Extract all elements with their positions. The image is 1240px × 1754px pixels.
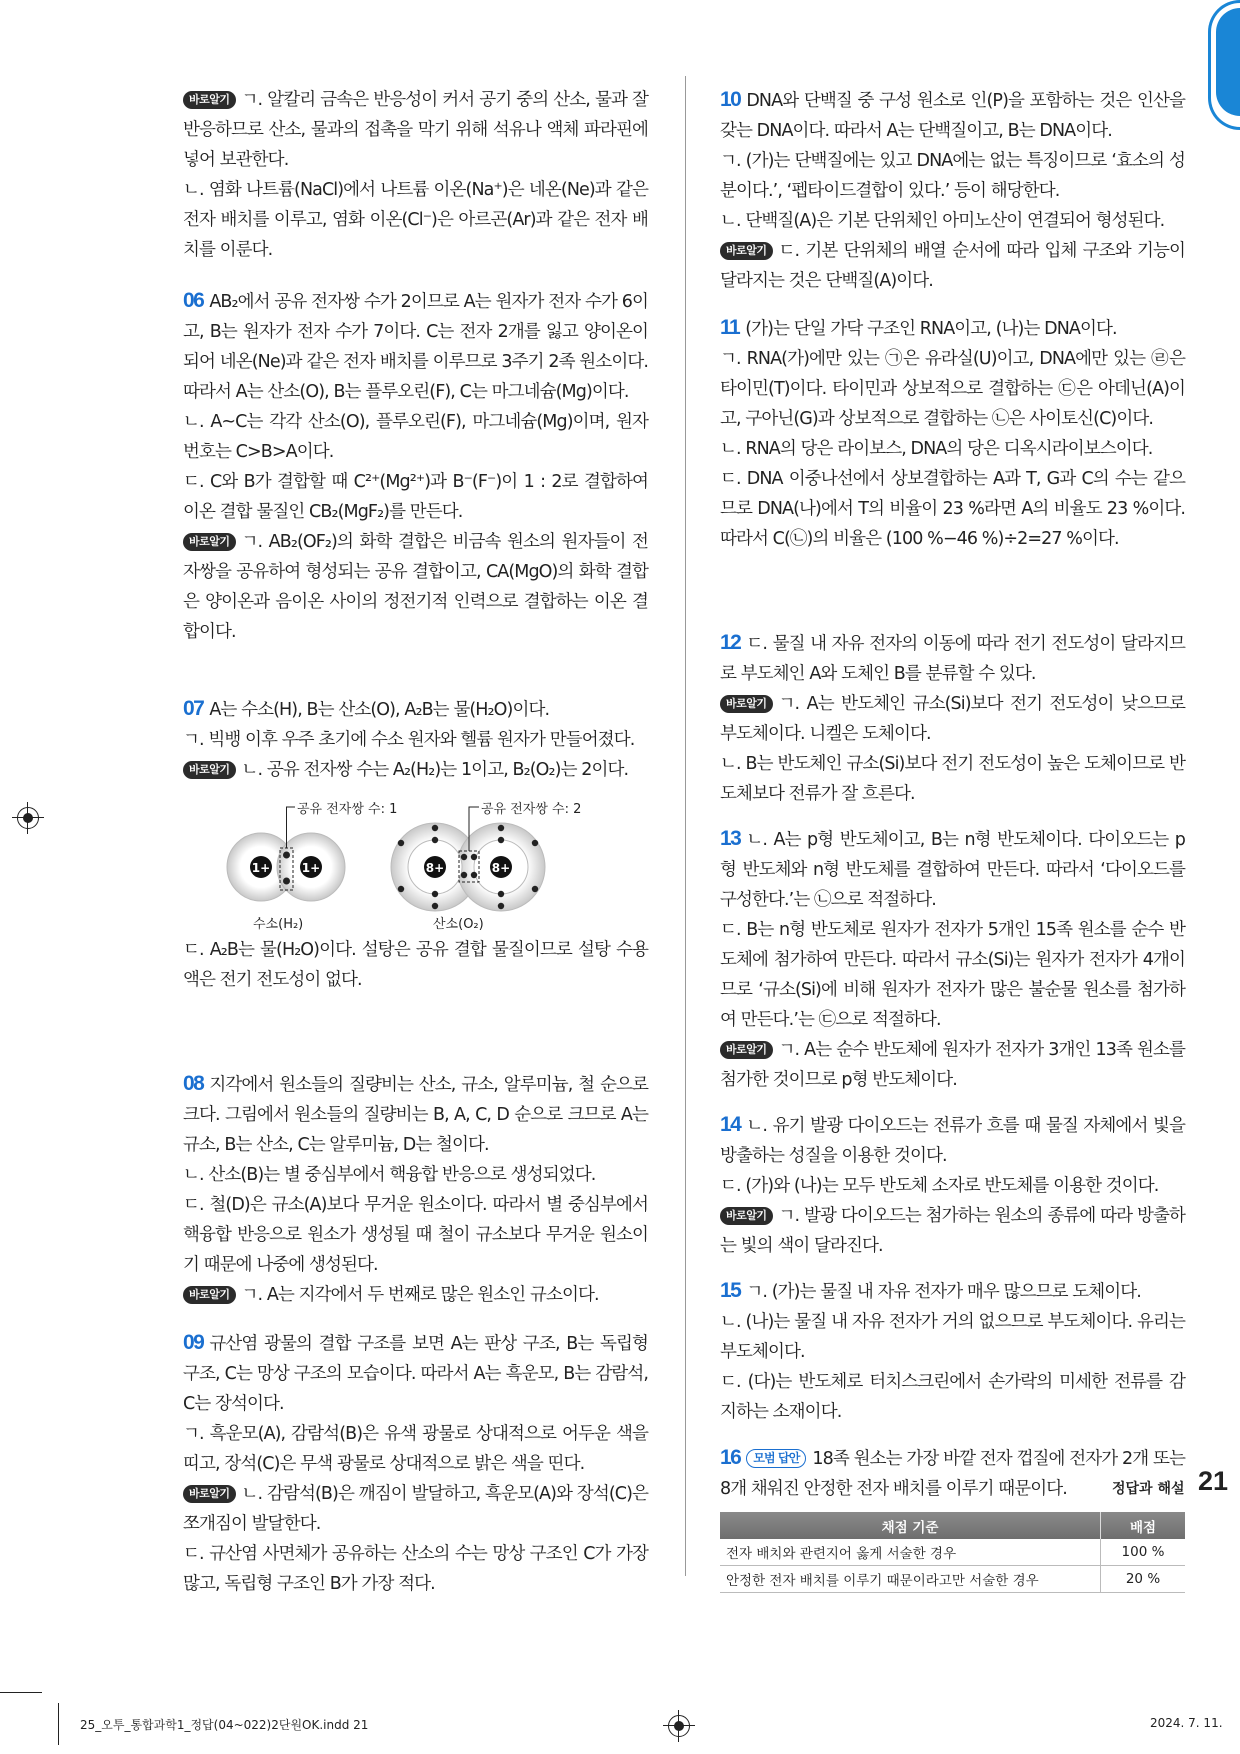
answer-item — [720, 313, 1185, 554]
paragraph-text: ㄱ. (가)는 단백질에는 있고 DNA에는 없는 특징이므로 ‘효소의 성분이다.’, ‘펩타이드결합이 있다.’ 등이 해당한다. — [720, 151, 1185, 201]
answer-paragraph — [183, 85, 648, 175]
print-date: 2024. 7. 11. — [1150, 1716, 1223, 1730]
answer-paragraph — [720, 206, 1185, 236]
answer-paragraph — [720, 824, 1185, 915]
answer-item — [183, 1069, 648, 1310]
section-title: 정답과 해설 — [1112, 1481, 1185, 1497]
answer-item — [720, 1276, 1185, 1427]
paragraph-text: ㄷ. C와 B가 결합할 때 C²⁺(Mg²⁺)과 B⁻(F⁻)이 1 : 2로 결합하여 이온 결합 물질인 CB₂(MgF₂)를 만든다. — [183, 472, 648, 522]
question-number: 16 — [720, 1446, 741, 1469]
model-answer-badge: 모범 답안 — [746, 1449, 806, 1468]
paragraph-text: ㄷ. 기본 단위체의 배열 순서에 따라 입체 구조와 기능이 달라지는 것은 단백질(A)이다. — [720, 241, 1185, 291]
h-nucleus-right: 1+ — [301, 861, 321, 875]
answer-paragraph — [720, 1035, 1185, 1095]
paragraph-text: ㄷ. 물질 내 자유 전자의 이동에 따라 전기 전도성이 달라지므로 부도체인 A와 도체인 B를 분류할 수 있다. — [720, 634, 1185, 684]
file-name: 25_오투_통합과학1_정답(04~022)2단원OK.indd 21 — [80, 1718, 369, 1732]
answer-paragraph — [720, 1110, 1185, 1171]
answer-paragraph — [720, 915, 1185, 1035]
answer-paragraph — [183, 694, 648, 725]
o2-shared-pair-label: 공유 전자쌍 수: 2 — [481, 802, 582, 817]
paragraph-text: ㄱ. 빅뱅 이후 우주 초기에 수소 원자와 헬륨 원자가 만들어졌다. — [183, 730, 635, 750]
paragraph-text: ㄱ. 발광 다이오드는 첨가하는 원소의 종류에 따라 방출하는 빛의 색이 달라진다. — [720, 1206, 1185, 1256]
answer-paragraph — [183, 1479, 648, 1539]
h2-shared-pair-label: 공유 전자쌍 수: 1 — [297, 802, 398, 817]
answer-paragraph — [183, 175, 648, 265]
answer-paragraph — [720, 1367, 1185, 1427]
table-row — [720, 1566, 1185, 1593]
question-number: 08 — [183, 1072, 204, 1095]
question-number: 11 — [720, 316, 740, 339]
answer-paragraph — [183, 1190, 648, 1280]
criteria-header: 채점 기준 — [720, 1512, 1101, 1539]
answer-item — [720, 824, 1185, 1095]
paragraph-text: ㄷ. DNA 이중나선에서 상보결합하는 A과 T, G과 C의 수는 같으므로 DNA(나)에서 T의 비율이 23 %라면 A의 비율도 23 %이다. 따라서 C(㉡)의 비율은 (100 %−46 %)÷2=27 %이다. — [720, 469, 1185, 549]
paragraph-text: ㄱ. 흑운모(A), 감람석(B)은 유색 광물로 상대적으로 어두운 색을 띠고, 장석(C)은 무색 광물로 상대적으로 밝은 색을 띤다. — [183, 1424, 648, 1474]
answer-paragraph — [183, 527, 648, 647]
paragraph-text: A는 수소(H), B는 산소(O), A₂B는 물(H₂O)이다. — [209, 700, 550, 720]
paragraph-text: ㄱ. A는 순수 반도체에 원자가 전자가 3개인 13족 원소를 첨가한 것이므로 p형 반도체이다. — [720, 1040, 1185, 1090]
paragraph-text: ㄱ. 알칼리 금속은 반응성이 커서 공기 중의 산소, 물과 잘 반응하므로 산소, 물과의 접촉을 막기 위해 석유나 액체 파라핀에 넣어 보관한다. — [183, 90, 648, 170]
scoring-table — [720, 1512, 1185, 1593]
points-header: 배점 — [1101, 1512, 1186, 1539]
question-number: 09 — [183, 1331, 204, 1354]
answer-paragraph — [183, 1280, 648, 1310]
paragraph-text: ㄴ. B는 반도체인 규소(Si)보다 전기 전도성이 높은 도체이므로 반도체보다 전류가 잘 흐른다. — [720, 754, 1185, 804]
registration-mark-icon — [668, 1715, 690, 1737]
chapter-tab-fill — [1216, 8, 1240, 116]
paragraph-text: ㄴ. 염화 나트륨(NaCl)에서 나트륨 이온(Na⁺)은 네온(Ne)과 같은 전자 배치를 이루고, 염화 이온(Cl⁻)은 아르곤(Ar)과 같은 전자 배치를 이룬다. — [183, 180, 648, 260]
correction-badge: 바로알기 — [720, 695, 773, 713]
answer-paragraph — [720, 1201, 1185, 1261]
answer-paragraph — [183, 1539, 648, 1599]
table-row — [720, 1539, 1185, 1566]
table-header-row — [720, 1512, 1185, 1539]
o2-caption: 산소(O₂) — [433, 917, 484, 932]
paragraph-text: ㄷ. A₂B는 물(H₂O)이다. 설탕은 공유 결합 물질이므로 설탕 수용액은 전기 전도성이 없다. — [183, 940, 648, 990]
answer-paragraph — [183, 1069, 648, 1160]
criteria-cell: 전자 배치와 관련지어 옳게 서술한 경우 — [720, 1539, 1101, 1566]
question-number: 12 — [720, 631, 741, 654]
o2-molecule — [391, 807, 545, 911]
paragraph-text: (가)는 단일 가닥 구조인 RNA이고, (나)는 DNA이다. — [745, 319, 1117, 339]
question-number: 13 — [720, 827, 741, 850]
answer-paragraph — [720, 313, 1185, 344]
answer-paragraph — [720, 1276, 1185, 1307]
correction-badge: 바로알기 — [183, 1286, 236, 1304]
answer-paragraph — [183, 1160, 648, 1190]
answer-paragraph — [183, 286, 648, 407]
question-number: 07 — [183, 697, 204, 720]
answer-paragraph — [720, 434, 1185, 464]
answer-paragraph — [720, 749, 1185, 809]
paragraph-text: ㄴ. A는 p형 반도체이고, B는 n형 반도체이다. 다이오드는 p형 반도체와 n형 반도체를 결합하여 만든다. 따라서 ‘다이오드를 구성한다.’는 ㉡으로 적절하다. — [720, 830, 1185, 910]
paragraph-text: ㄱ. RNA(가)에만 있는 ㉠은 유라실(U)이고, DNA에만 있는 ㉣은 타이민(T)이다. 타이민과 상보적으로 결합하는 ㉢은 아데닌(A)이고, 구아닌(G)과 상보적으로 결합하는 ㉡은 사이토신(C)이다. — [720, 349, 1185, 429]
answer-item — [183, 85, 648, 265]
points-cell: 20 % — [1101, 1566, 1186, 1593]
criteria-cell: 안정한 전자 배치를 이루기 때문이라고만 서술한 경우 — [720, 1566, 1101, 1593]
answer-item — [183, 1328, 648, 1599]
column-divider — [685, 76, 686, 1576]
paragraph-text: DNA와 단백질 중 구성 원소로 인(P)을 포함하는 것은 인산을 갖는 DNA이다. 따라서 A는 단백질이고, B는 DNA이다. — [720, 91, 1185, 141]
correction-badge: 바로알기 — [183, 533, 236, 551]
correction-badge: 바로알기 — [183, 91, 236, 109]
answer-item — [720, 628, 1185, 809]
answer-item — [183, 286, 648, 647]
paragraph-text: ㄴ. (나)는 물질 내 자유 전자가 거의 없으므로 부도체이다. 유리는 부도체이다. — [720, 1312, 1185, 1362]
answer-paragraph — [720, 1171, 1185, 1201]
paragraph-text: ㄱ. A는 반도체인 규소(Si)보다 전기 전도성이 낮으므로 부도체이다. 니켈은 도체이다. — [720, 694, 1185, 744]
paragraph-text: 규산염 광물의 결합 구조를 보면 A는 판상 구조, B는 독립형 구조, C는 망상 구조의 모습이다. 따라서 A는 흑운모, B는 감람석, C는 장석이다. — [183, 1334, 648, 1414]
points-cell: 100 % — [1101, 1539, 1186, 1566]
question-number: 10 — [720, 88, 741, 111]
paragraph-text: 18족 원소는 가장 바깥 전자 껍질에 전자가 2개 또는 8개 채워진 안정한 전자 배치를 이루기 때문이다. — [720, 1449, 1185, 1499]
answer-paragraph — [183, 755, 648, 785]
answer-item — [720, 1443, 1185, 1593]
answer-paragraph — [183, 1419, 648, 1479]
paragraph-text: ㄷ. (다)는 반도체로 터치스크린에서 손가락의 미세한 전류를 감지하는 소재이다. — [720, 1372, 1185, 1422]
h2-caption: 수소(H₂) — [253, 917, 304, 932]
answer-paragraph — [183, 467, 648, 527]
h-nucleus-left: 1+ — [251, 861, 271, 875]
o-nucleus-right: 8+ — [491, 861, 511, 875]
correction-badge: 바로알기 — [183, 761, 236, 779]
answer-paragraph — [183, 407, 648, 467]
h2-molecule — [227, 807, 345, 901]
answer-item — [183, 694, 648, 995]
paragraph-text: ㄷ. (가)와 (나)는 모두 반도체 소자로 반도체를 이용한 것이다. — [720, 1176, 1159, 1196]
answer-item — [720, 1110, 1185, 1261]
paragraph-text: ㄴ. 단백질(A)은 기본 단위체인 아미노산이 연결되어 형성된다. — [720, 211, 1165, 231]
correction-badge: 바로알기 — [183, 1485, 236, 1503]
page-number: 21 — [1198, 1466, 1229, 1496]
paragraph-text: ㄷ. 철(D)은 규소(A)보다 무거운 원소이다. 따라서 별 중심부에서 핵융합 반응으로 원소가 생성될 때 철이 규소보다 무거운 원소이기 때문에 나중에 생성된다. — [183, 1195, 648, 1275]
paragraph-text: ㄴ. 유기 발광 다이오드는 전류가 흐를 때 물질 자체에서 빛을 방출하는 성질을 이용한 것이다. — [720, 1116, 1185, 1166]
paragraph-text: ㄱ. AB₂(OF₂)의 화학 결합은 비금속 원소의 원자들이 전자쌍을 공유하여 형성되는 공유 결합이고, CA(MgO)의 화학 결합은 양이온과 음이온 사이의 정전기적 인력으로 결합하는 이온 결합이다. — [183, 532, 648, 642]
answer-paragraph — [720, 344, 1185, 434]
paragraph-text: 지각에서 원소들의 질량비는 산소, 규소, 알루미늄, 철 순으로 크다. 그림에서 원소들의 질량비는 B, A, C, D 순으로 크므로 A는 규소, B는 산소, C는 알루미늄, D는 철이다. — [183, 1075, 648, 1155]
correction-badge: 바로알기 — [720, 242, 773, 260]
registration-mark-icon — [17, 807, 39, 829]
paragraph-text: ㄷ. 규산염 사면체가 공유하는 산소의 수는 망상 구조인 C가 가장 많고, 독립형 구조인 B가 가장 적다. — [183, 1544, 648, 1594]
answer-paragraph — [720, 464, 1185, 554]
answer-item — [720, 85, 1185, 296]
answer-paragraph — [720, 85, 1185, 146]
answer-paragraph — [720, 146, 1185, 206]
paragraph-text: ㄱ. (가)는 물질 내 자유 전자가 매우 많으므로 도체이다. — [746, 1282, 1141, 1302]
o-nucleus-left: 8+ — [425, 861, 445, 875]
paragraph-text: ㄴ. 공유 전자쌍 수는 A₂(H₂)는 1이고, B₂(O₂)는 2이다. — [241, 760, 629, 780]
answer-paragraph — [720, 689, 1185, 749]
answer-paragraph — [720, 236, 1185, 296]
question-number: 06 — [183, 289, 204, 312]
correction-badge: 바로알기 — [720, 1041, 773, 1059]
paragraph-text: ㄴ. 산소(B)는 별 중심부에서 핵융합 반응으로 생성되었다. — [183, 1165, 596, 1185]
paragraph-text: ㄴ. RNA의 당은 라이보스, DNA의 당은 디옥시라이보스이다. — [720, 439, 1153, 459]
answer-paragraph — [183, 1328, 648, 1419]
paragraph-text: ㄱ. A는 지각에서 두 번째로 많은 원소인 규소이다. — [241, 1285, 599, 1305]
covalent-bond-figure — [183, 785, 648, 935]
correction-badge: 바로알기 — [720, 1207, 773, 1225]
answer-paragraph — [720, 628, 1185, 689]
answer-paragraph — [183, 935, 648, 995]
question-number: 14 — [720, 1113, 741, 1136]
answer-paragraph — [720, 1307, 1185, 1367]
crop-mark — [0, 1692, 42, 1693]
answer-paragraph — [183, 725, 648, 755]
paragraph-text: ㄴ. A~C는 각각 산소(O), 플루오린(F), 마그네슘(Mg)이며, 원자 번호는 C>B>A이다. — [183, 412, 648, 462]
paragraph-text: ㄴ. 감람석(B)은 깨짐이 발달하고, 흑운모(A)와 장석(C)은 쪼개짐이 발달한다. — [183, 1484, 648, 1534]
paragraph-text: AB₂에서 공유 전자쌍 수가 2이므로 A는 원자가 전자 수가 6이고, B는 원자가 전자 수가 7이다. C는 전자 2개를 잃고 양이온이 되어 네온(Ne)과 같은 전자 배치를 이루므로 3주기 2족 원소이다. 따라서 A는 산소(O), B는 플루오린(F), C는 마그네슘(Mg)이다. — [183, 292, 648, 402]
question-number: 15 — [720, 1279, 741, 1302]
crop-mark — [58, 1703, 59, 1745]
paragraph-text: ㄷ. B는 n형 반도체로 원자가 전자가 5개인 15족 원소를 순수 반도체에 첨가하여 만든다. 따라서 규소(Si)는 원자가 전자가 4개이므로 ‘규소(Si)에 비해 원자가 전자가 많은 불순물 원소를 첨가하여 만든다.’는 ㉢으로 적절하다. — [720, 920, 1185, 1030]
